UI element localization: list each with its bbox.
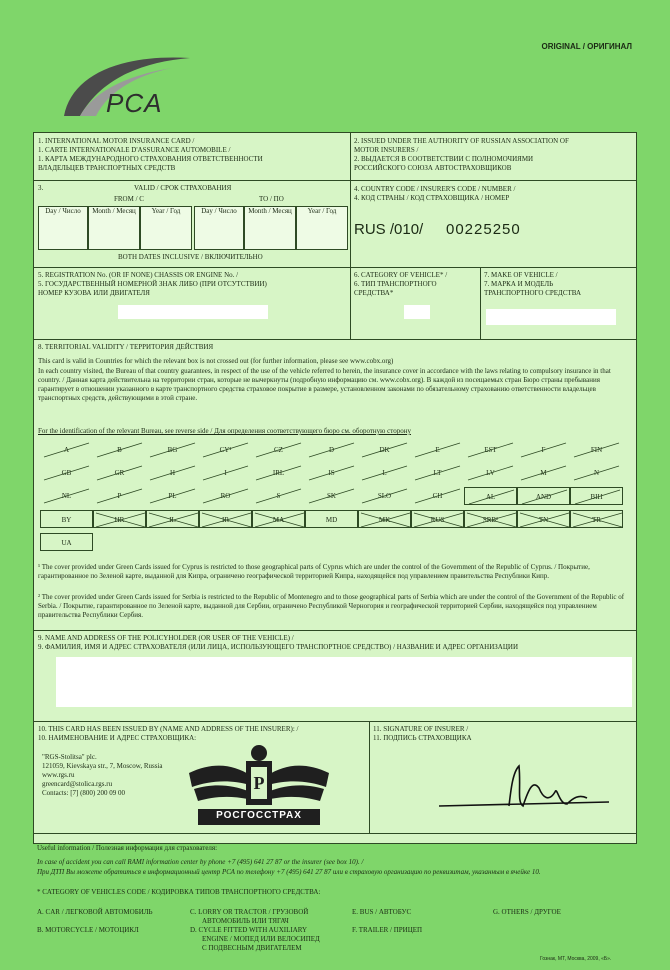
country-box: A bbox=[40, 441, 93, 459]
territory-p1: This card is valid in Countries for which the relevant box is not crossed out (for further information, please see www.cobx.org) bbox=[38, 357, 394, 365]
category-g: G. OTHERS / ДРУГОЕ bbox=[493, 908, 561, 916]
country-box: TN bbox=[517, 510, 570, 528]
country-box: N bbox=[570, 464, 623, 482]
section-5: 5. REGISTRATION No. (OR IF NONE) CHASSIS OR ENGINE No. / 5. ГОСУДАРСТВЕННЫЙ НОМЕРНОЙ ЗНАК ЛИБО (ПРИ ОТСУТСТВИИ) НОМЕР КУЗОВА ИЛИ ДВИГАТЕЛЯ bbox=[38, 271, 267, 297]
svg-text:Р: Р bbox=[253, 773, 265, 793]
cross-out-mark bbox=[305, 464, 358, 482]
cross-out-mark bbox=[358, 441, 411, 459]
cross-out-mark bbox=[464, 464, 517, 482]
country-box: AND bbox=[517, 487, 570, 505]
cross-out-mark bbox=[305, 441, 358, 459]
country-box: TR bbox=[570, 510, 623, 528]
country-box: PL bbox=[146, 487, 199, 505]
cross-out-mark bbox=[93, 464, 146, 482]
country-box: L bbox=[358, 464, 411, 482]
cross-out-mark bbox=[253, 511, 306, 529]
cross-out-mark bbox=[464, 441, 517, 459]
section-11: 11. SIGNATURE OF INSURER / 11. ПОДПИСЬ СТРАХОВЩИКА bbox=[373, 725, 472, 742]
from-year: Year / Год bbox=[140, 206, 192, 250]
category-c: C. LORRY OR TRACTOR / ГРУЗОВОЙ АВТОМОБИЛЬ ИЛИ ТЯГАЧ bbox=[190, 908, 309, 925]
cross-out-mark bbox=[465, 488, 518, 506]
cross-out-mark bbox=[146, 441, 199, 459]
cross-out-mark bbox=[518, 488, 571, 506]
cross-out-mark bbox=[305, 487, 358, 505]
country-box: NL bbox=[40, 487, 93, 505]
useful-line-1: In case of accident you can call RAMI information center by phone +7 (495) 641 27 87 or the insurer (see box 10). / bbox=[37, 858, 364, 866]
country-box: FIN bbox=[570, 441, 623, 459]
country-box: MD bbox=[305, 510, 358, 528]
cross-out-mark bbox=[570, 464, 623, 482]
categories-title: * CATEGORY OF VEHICLES CODE / КОДИРОВКА ТИПОВ ТРАНСПОРТНОГО СРЕДСТВА: bbox=[37, 888, 321, 896]
printer-note: Гознак, МТ, Москва, 2009, «Б». bbox=[540, 956, 612, 962]
country-box: B bbox=[93, 441, 146, 459]
cross-out-mark bbox=[358, 487, 411, 505]
cross-out-mark bbox=[146, 487, 199, 505]
country-insurer-code: RUS /010/ bbox=[354, 221, 424, 238]
section-9: 9. NAME AND ADDRESS OF THE POLICYHOLDER (OR USER OF THE VEHICLE) / 9. ФАМИЛИЯ, ИМЯ И АДРЕС СТРАХОВАТЕЛЯ (ИЛИ ЛИЦА, ИСПОЛЬЗУЮЩЕГО ТРАНСПОРТНОЕ СРЕДСТВО) / НАЗВАНИЕ И АДРЕС ОРГАНИЗАЦИИ bbox=[38, 634, 519, 651]
country-box: LV bbox=[464, 464, 517, 482]
country-box: D bbox=[305, 441, 358, 459]
cross-out-mark bbox=[200, 511, 253, 529]
cross-out-mark bbox=[199, 441, 252, 459]
footnote-cyprus: ¹ The cover provided under Green Cards issued for Cyprus is restricted to those geographical parts of Cyprus which are under the control of the Government of the Republic of Cyprus. / Покрытие, гарантированное по Зеленой карте, выданной для Кипра, ограничено географической территорией Кипра, находящейся под управлением правительства Республики Кипр. bbox=[38, 563, 590, 580]
category-e: E. BUS / АВТОБУС bbox=[352, 908, 412, 916]
cross-out-mark bbox=[146, 464, 199, 482]
from-day: Day / Число bbox=[38, 206, 88, 250]
section-10: 10. THIS CARD HAS BEEN ISSUED BY (NAME AND ADDRESS OF THE INSURER): / 10. НАИМЕНОВАНИЕ И АДРЕС СТРАХОВЩИКА: bbox=[38, 725, 299, 742]
country-box: UA bbox=[40, 533, 93, 551]
country-box: BG bbox=[146, 441, 199, 459]
cross-out-mark bbox=[94, 511, 147, 529]
country-box: HR bbox=[93, 510, 146, 528]
to-day: Day / Число bbox=[194, 206, 244, 250]
cross-out-mark bbox=[411, 464, 464, 482]
section-6: 6. CATEGORY OF VEHICLE* / 6. ТИП ТРАНСПОРТНОГО СРЕДСТВА* bbox=[354, 271, 448, 297]
cross-out-mark bbox=[40, 464, 93, 482]
rosgosstrakh-brand: РОСГОССТРАХ bbox=[216, 810, 302, 821]
country-box: IRL bbox=[252, 464, 305, 482]
cross-out-mark bbox=[147, 511, 200, 529]
footnote-serbia: ² The cover provided under Green Cards issued for Serbia is restricted to the Republic of Montenegro and to those geographical parts of Serbia which are under the control of the Government of the Republic of Serbia. / Покрытие, гарантированное по Зеленой карте, выданной для Сербии, ограничено Республикой Черногория и географической территорией Сербии, находящейся под управлением правительства Республики Сербия. bbox=[38, 593, 625, 619]
section-4: 4. COUNTRY CODE / INSURER'S CODE / NUMBER / 4. КОД СТРАНЫ / КОД СТРАХОВЩИКА / НОМЕР bbox=[354, 185, 516, 202]
cross-out-mark bbox=[411, 487, 464, 505]
cross-out-mark bbox=[252, 464, 305, 482]
both-dates-inclusive: BOTH DATES INCLUSIVE / ВКЛЮЧИТЕЛЬНО bbox=[118, 253, 263, 261]
insurance-card bbox=[33, 132, 637, 844]
country-box: BIH bbox=[570, 487, 623, 505]
cross-out-mark bbox=[93, 487, 146, 505]
rsa-logo bbox=[62, 54, 192, 124]
country-box: CH bbox=[411, 487, 464, 505]
section-8-title: 8. TERRITORIAL VALIDITY / ТЕРРИТОРИЯ ДЕЙСТВИЯ bbox=[38, 343, 214, 351]
section-3-num: 3. bbox=[38, 184, 44, 192]
cross-out-mark bbox=[518, 511, 571, 529]
from-month: Month / Месяц bbox=[88, 206, 140, 250]
country-box: F bbox=[517, 441, 570, 459]
country-box: LT bbox=[411, 464, 464, 482]
country-box: IL bbox=[146, 510, 199, 528]
country-box: M bbox=[517, 464, 570, 482]
to-month: Month / Месяц bbox=[244, 206, 296, 250]
country-box: GR bbox=[93, 464, 146, 482]
cross-out-mark bbox=[571, 488, 624, 506]
to-year: Year / Год bbox=[296, 206, 348, 250]
territory-p2: In each country visited, the Bureau of that country guarantees, in respect of the use of the vehicle referred to herein, the insurance cover in accordance with the laws relating to compulsory insurance in that country. / Данная карта действительна на территории стран, которые не вычеркнуты (подробную информацию см. www.cobx.org). В каждой из посещаемых стран Бюро страны пребывания гарантирует в отношении указанного в карте транспортного средства страховое покрытие в размере, установленном законами по обязательному страхованию ответственности владельцев транспортных средств, действующими в этой стране. bbox=[38, 367, 611, 402]
cross-out-mark bbox=[517, 441, 570, 459]
rsa-logo-text: PCA bbox=[106, 88, 163, 118]
country-box: RO bbox=[199, 487, 252, 505]
section-1: 1. INTERNATIONAL MOTOR INSURANCE CARD / 1. CARTE INTERNATIONALE D'ASSURANCE AUTOMOBILE / 1. КАРТА МЕЖДУНАРОДНОГО СТРАХОВАНИЯ ОТВЕТСТВЕННОСТИ ВЛАДЕЛЬЦЕВ ТРАНСПОРТНЫХ СРЕДСТВ bbox=[38, 137, 263, 172]
cross-out-mark bbox=[571, 511, 624, 529]
section-7: 7. MAKE OF VEHICLE / 7. МАРКА И МОДЕЛЬ ТРАНСПОРТНОГО СРЕДСТВА bbox=[484, 271, 582, 297]
category-a: A. CAR / ЛЕГКОВОЙ АВТОМОБИЛЬ bbox=[37, 908, 153, 916]
country-box: S bbox=[252, 487, 305, 505]
cross-out-mark bbox=[93, 441, 146, 459]
category-b: B. MOTORCYCLE / МОТОЦИКЛ bbox=[37, 926, 139, 934]
cross-out-mark bbox=[40, 487, 93, 505]
country-grid bbox=[40, 441, 630, 556]
country-box: H bbox=[146, 464, 199, 482]
country-box: SK bbox=[305, 487, 358, 505]
country-box: BY bbox=[40, 510, 93, 528]
cross-out-mark bbox=[199, 487, 252, 505]
category-f: F. TRAILER / ПРИЦЕП bbox=[352, 926, 423, 934]
registration-redacted bbox=[118, 305, 268, 319]
country-box: I bbox=[199, 464, 252, 482]
bureau-note: For the identification of the relevant Bureau, see reverse side / Для определения соответствующего бюро см. оборотную сторону bbox=[38, 427, 411, 435]
country-box: CY¹ bbox=[199, 441, 252, 459]
validity-label: VALID / СРОК СТРАХОВАНИЯ bbox=[134, 184, 232, 192]
country-box: P bbox=[93, 487, 146, 505]
cross-out-mark bbox=[570, 441, 623, 459]
from-label: FROM / С bbox=[114, 195, 144, 203]
country-box: E bbox=[411, 441, 464, 459]
country-box: EST bbox=[464, 441, 517, 459]
cross-out-mark bbox=[252, 487, 305, 505]
cross-out-mark bbox=[411, 441, 464, 459]
category-d: D. CYCLE FITTED WITH AUXILIARY ENGINE / МОПЕД ИЛИ ВЕЛОСИПЕД С ПОДВЕСНЫМ ДВИГАТЕЛЕМ bbox=[190, 926, 320, 952]
country-box: SRB² bbox=[464, 510, 517, 528]
country-box: RUS bbox=[411, 510, 464, 528]
country-box: AL bbox=[464, 487, 517, 505]
country-box: IS bbox=[305, 464, 358, 482]
cross-out-mark bbox=[252, 441, 305, 459]
country-box: MA bbox=[252, 510, 305, 528]
rgs-stamp bbox=[184, 743, 334, 831]
card-number: 00225250 bbox=[446, 221, 521, 238]
cross-out-mark bbox=[412, 511, 465, 529]
useful-title: Useful information / Полезная информация для страхователя: bbox=[37, 844, 218, 852]
make-redacted bbox=[486, 309, 616, 325]
cross-out-mark bbox=[199, 464, 252, 482]
cross-out-mark bbox=[517, 464, 570, 482]
useful-line-2: При ДТП Вы можете обратиться в информационный центр РСА по телефону +7 (495) 641 27 87 или в страховую организацию по реквизитам, указанным в ячейке 10. bbox=[37, 868, 541, 876]
country-box: DK bbox=[358, 441, 411, 459]
insurer-address: "RGS-Stolitsa" plc. 121059, Kievskaya str., 7, Moscow, Russia www.rgs.ru greencard@stolica.rgs.ru Contacts: [7] (800) 200 09 00 bbox=[42, 753, 163, 797]
section-2: 2. ISSUED UNDER THE AUTHORITY OF RUSSIAN ASSOCIATION OF MOTOR INSURERS / 2. ВЫДАЕТСЯ В СООТВЕТСТВИИ С ПОЛНОМОЧИЯМИ РОССИЙСКОГО СОЮЗА АВТОСТРАХОВЩИКОВ bbox=[354, 137, 569, 172]
policyholder-redacted bbox=[56, 657, 632, 707]
country-box: MK bbox=[358, 510, 411, 528]
country-box: GB bbox=[40, 464, 93, 482]
country-box: IR bbox=[199, 510, 252, 528]
country-box: CZ bbox=[252, 441, 305, 459]
cross-out-mark bbox=[40, 441, 93, 459]
cross-out-mark bbox=[359, 511, 412, 529]
country-box: SLO bbox=[358, 487, 411, 505]
insurer-signature bbox=[429, 758, 619, 818]
cross-out-mark bbox=[358, 464, 411, 482]
original-label: ORIGINAL / ОРИГИНАЛ bbox=[541, 42, 632, 51]
cross-out-mark bbox=[465, 511, 518, 529]
category-redacted bbox=[404, 305, 430, 319]
to-label: TO / ПО bbox=[259, 195, 284, 203]
